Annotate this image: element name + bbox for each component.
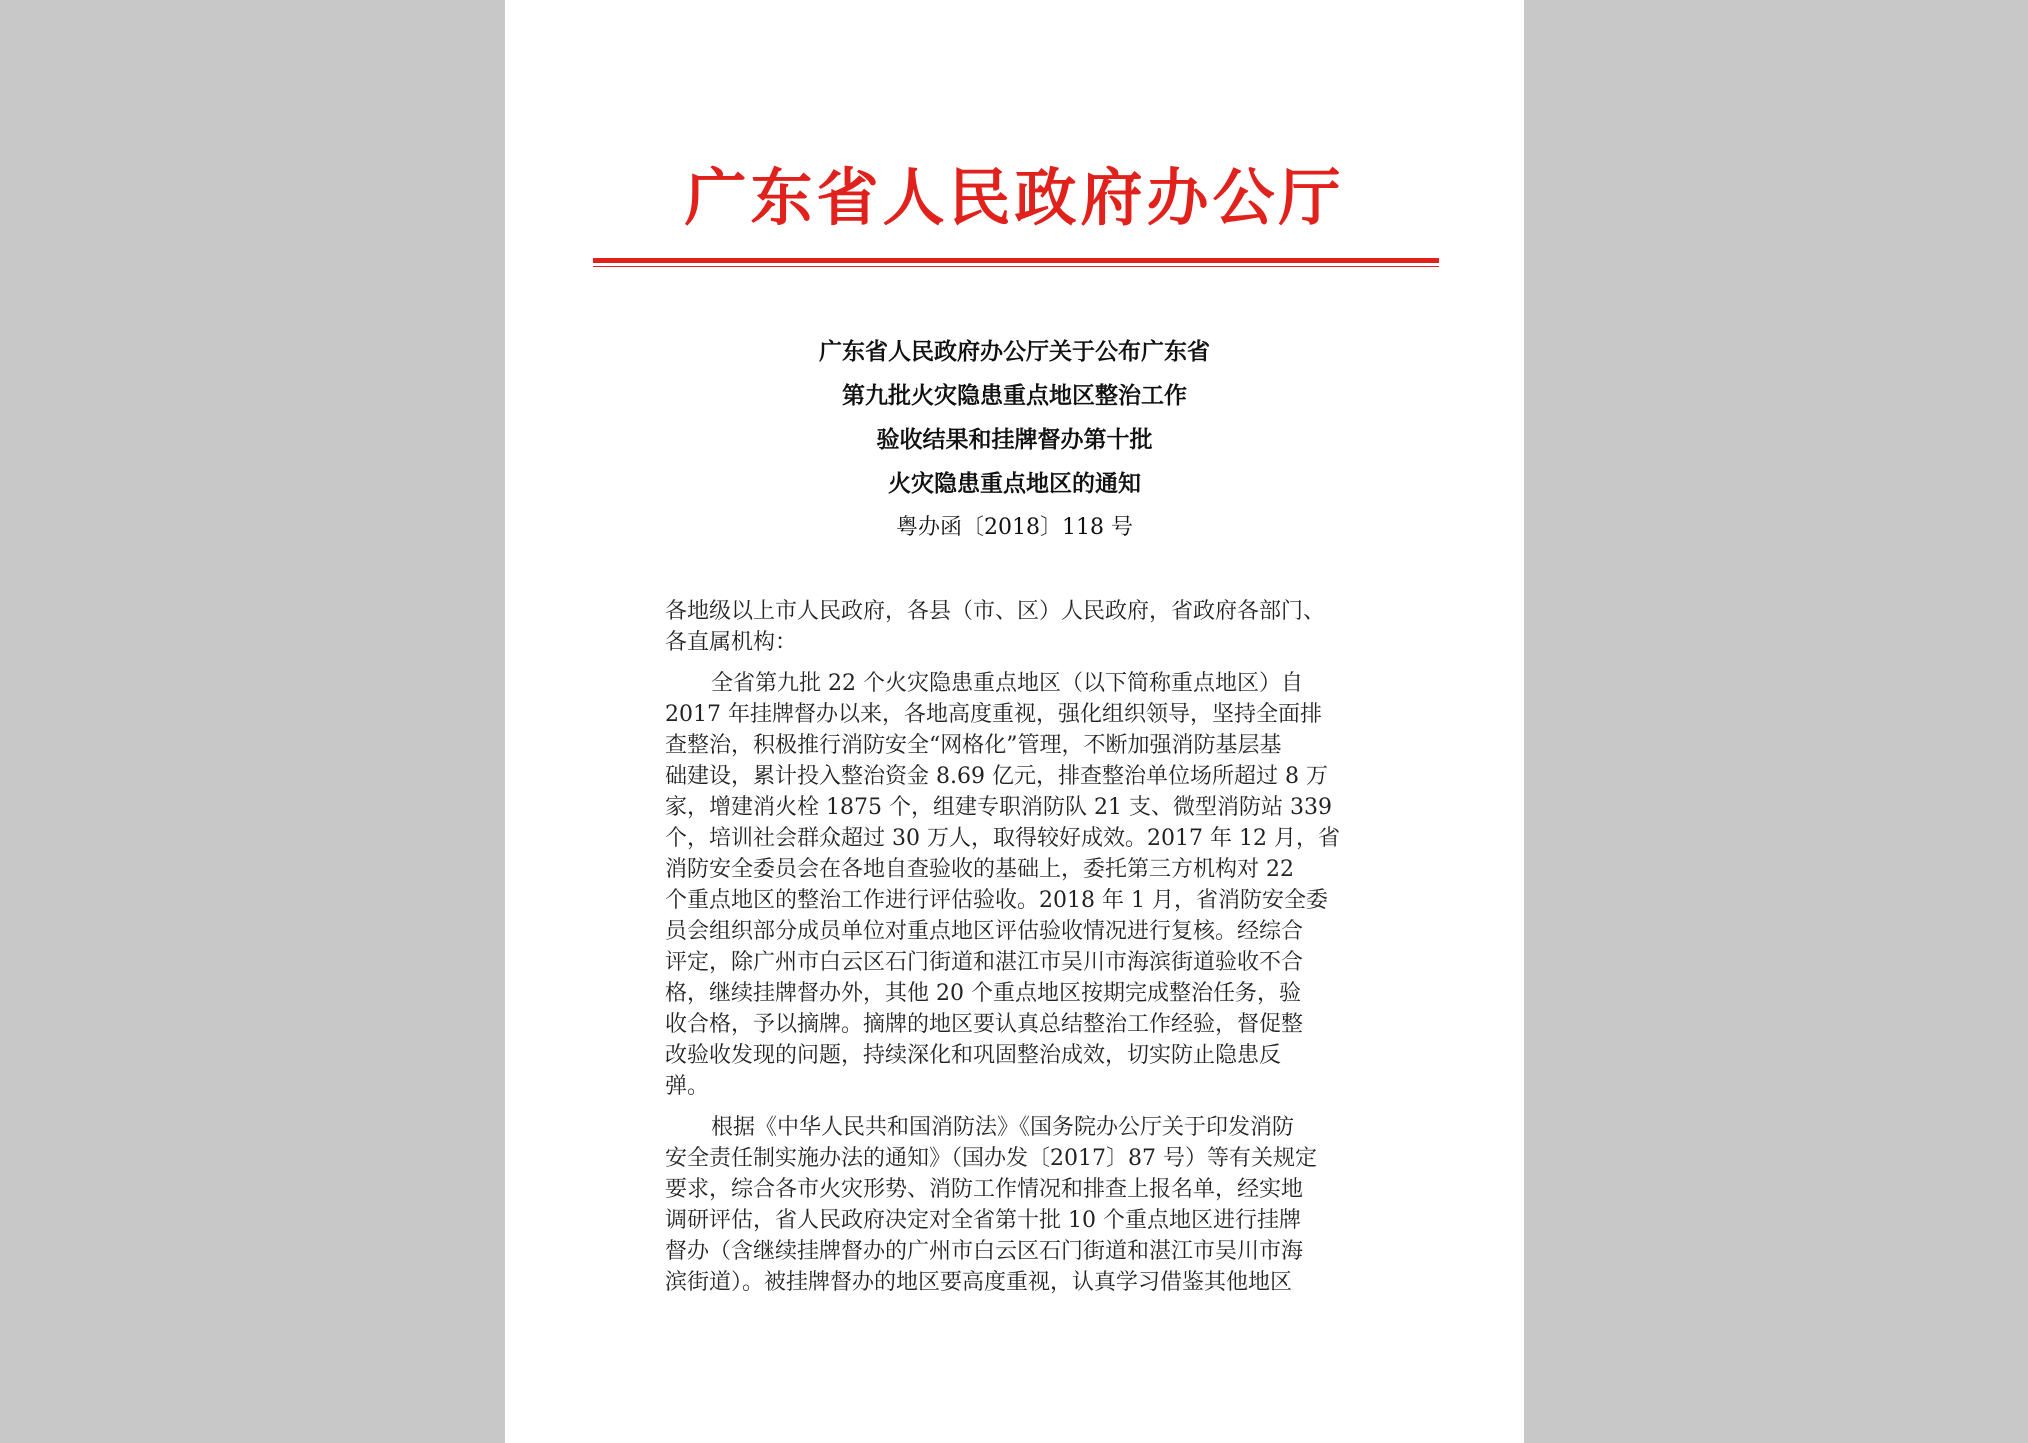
document-number: 粤办函〔2018〕118 号: [896, 515, 1133, 540]
masthead-red-rule-thin: [593, 266, 1439, 267]
paragraph-line: 个，培训社会群众超过 30 万人，取得较好成效。2017 年 12 月，省: [665, 826, 1340, 851]
paragraph-line: 员会组织部分成员单位对重点地区评估验收情况进行复核。经综合: [665, 919, 1304, 944]
paragraph-line: 要求，综合各市火灾形势、消防工作情况和排查上报名单，经实地: [665, 1177, 1304, 1202]
document-body: [665, 596, 1385, 1298]
paragraph-2: [665, 1112, 1385, 1298]
paragraph-line: 滨街道）。被挂牌督办的地区要高度重视，认真学习借鉴其他地区: [665, 1270, 1293, 1295]
paragraph-line: 全省第九批 22 个火灾隐患重点地区（以下简称重点地区）自: [711, 671, 1303, 696]
masthead-title: 广东省人民政府办公厅: [684, 161, 1345, 234]
paragraph-line: 安全责任制实施办法的通知》（国办发〔2017〕87 号）等有关规定: [665, 1146, 1317, 1171]
paragraph-line: 收合格，予以摘牌。摘牌的地区要认真总结整治工作经验，督促整: [665, 1012, 1304, 1037]
paragraph-1: [665, 668, 1385, 1102]
document-page: [505, 0, 1524, 1443]
paragraph-line: 个重点地区的整治工作进行评估验收。2018 年 1 月，省消防安全委: [665, 888, 1328, 913]
paragraph-line: 消防安全委员会在各地自查验收的基础上，委托第三方机构对 22: [665, 857, 1294, 882]
paragraph-line: 调研评估，省人民政府决定对全省第十批 10 个重点地区进行挂牌: [665, 1208, 1301, 1233]
paragraph-line: 查整治，积极推行消防安全“网格化”管理，不断加强消防基层基: [665, 733, 1282, 758]
addressee: [665, 596, 1385, 658]
paragraph-line: 家，增建消火栓 1875 个，组建专职消防队 21 支、微型消防站 339: [665, 795, 1332, 820]
title-line: 验收结果和挂牌督办第十批: [876, 427, 1153, 453]
paragraph-line: 弹。: [665, 1074, 710, 1099]
title-line: 广东省人民政府办公厅关于公布广东省: [819, 339, 1210, 365]
title-line: 火灾隐患重点地区的通知: [888, 471, 1141, 497]
paragraph-line: 格，继续挂牌督办外，其他 20 个重点地区按期完成整治任务，验: [665, 981, 1301, 1006]
title-line: 第九批火灾隐患重点地区整治工作: [842, 383, 1187, 409]
addressee-line: 各直属机构：: [665, 630, 798, 655]
addressee-line: 各地级以上市人民政府，各县（市、区）人民政府，省政府各部门、: [665, 599, 1326, 624]
paragraph-line: 础建设，累计投入整治资金 8.69 亿元，排查整治单位场所超过 8 万: [665, 764, 1328, 789]
paragraph-line: 根据《中华人民共和国消防法》《国务院办公厅关于印发消防: [711, 1115, 1295, 1140]
paragraph-line: 改验收发现的问题，持续深化和巩固整治成效，切实防止隐患反: [665, 1043, 1282, 1068]
paragraph-line: 评定，除广州市白云区石门街道和湛江市吴川市海滨街道验收不合: [665, 950, 1304, 975]
paragraph-line: 督办（含继续挂牌督办的广州市白云区石门街道和湛江市吴川市海: [665, 1239, 1304, 1264]
paragraph-line: 2017 年挂牌督办以来，各地高度重视，强化组织领导，坚持全面排: [665, 702, 1322, 727]
masthead-red-rule: [593, 258, 1439, 263]
document-title: [505, 330, 1524, 550]
